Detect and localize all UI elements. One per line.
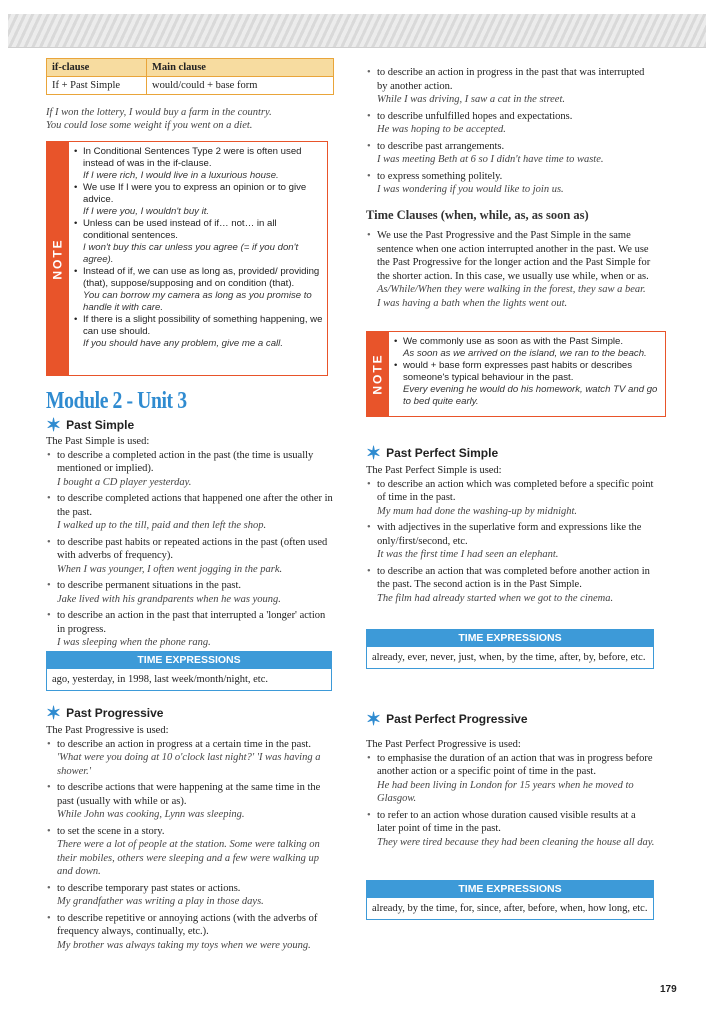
past-progressive-continued-list <box>366 66 656 200</box>
star-icon: ✶ <box>366 709 382 729</box>
time-expressions-text: already, by the time, for, since, after, before, when, how long, etc. <box>372 903 648 914</box>
past-perfect-progressive-list <box>366 738 656 852</box>
intro: The Past Perfect Simple is used: <box>366 465 502 476</box>
section-heading-past-progressive: ✶ Past Progressive <box>46 703 164 723</box>
list-item: • Instead of if, we can use as long as, provided/ providing (that), suppose/supposing and on condition (that). You can borrow my camera as long as you promise to handle it with care. <box>73 266 323 314</box>
list-item: • with adjectives in the superlative form and expressions like the only/first/second, etc. It was the first time I had seen an elephant. <box>366 521 656 562</box>
list-item: • We use the Past Progressive and the Past Simple in the same sentence when one action interrupted another in the past. We use the Past Progressive for the longer action and the Past Simple for the shorter action. In this case, we usually use while, when or as. As/While/When they were walking in the forest, they saw a bear. I was having a bath when the lights went out. <box>366 229 656 310</box>
past-progressive-list <box>46 724 334 955</box>
time-expressions-label: TIME EXPRESSIONS <box>47 652 331 669</box>
list-item: • to describe unfulfilled hopes and expectations. He was hoping to be accepted. <box>366 110 656 137</box>
list-item: • Unless can be used instead of if… not… in all conditional sentences. I won't buy this car unless you agree (= if you don't agree). <box>73 218 323 266</box>
star-icon: ✶ <box>366 443 382 463</box>
list-item: • If there is a slight possibility of something happening, we can use should. If you should have any problem, give me a call. <box>73 314 323 350</box>
table-header: if-clause <box>47 59 147 77</box>
intro: The Past Simple is used: <box>46 436 150 447</box>
list-item: • We commonly use as soon as with the Past Simple. As soon as we arrived on the island, we ran to the beach. <box>393 336 661 360</box>
list-item: • to set the scene in a story. There were a lot of people at the station. Some were talking on their mobiles, others were sleeping and a few were walking up and down. <box>46 825 334 879</box>
list-item: • to describe actions that were happening at the same time in the past (usually with while or as). While John was cooking, Lynn was sleeping. <box>46 781 334 822</box>
intro: The Past Perfect Progressive is used: <box>366 739 521 750</box>
note-box-conditionals <box>46 141 328 376</box>
list-item: • In Conditional Sentences Type 2 were is often used instead of was in the if-clause. If I were rich, I would live in a luxurious house. <box>73 146 323 182</box>
list-item: • We use If I were you to express an opinion or to give advice. If I were you, I wouldn't buy it. <box>73 182 323 218</box>
list-item: • to describe past habits or repeated actions in the past (often used with adverbs of frequency). When I was younger, I often went jogging in the park. <box>46 536 334 577</box>
list-item: • to describe completed actions that happened one after the other in the past. I walked up to the till, paid and then left the shop. <box>46 492 334 533</box>
example-line: If I won the lottery, I would buy a farm in the country. <box>46 107 272 118</box>
page-number: 179 <box>660 984 677 995</box>
list-item: • to describe a completed action in the past (the time is usually mentioned or implied). I bought a CD player yesterday. <box>46 449 334 490</box>
conditional-table <box>46 58 334 95</box>
list-item: • to describe an action in progress at a certain time in the past. 'What were you doing at 10 o'clock last night?' 'I was having a shower.' <box>46 738 334 779</box>
list-item: • to describe an action that was completed before another action in the past. The second action is in the Past Simple. The film had already started when we got to the cinema. <box>366 565 656 606</box>
list-item: • to emphasise the duration of an action that was in progress before another action or a specific point of time in the past. He had been living in London for 15 years when he moved to Glasgow. <box>366 752 656 806</box>
time-clauses-text <box>366 229 656 313</box>
table-examples <box>46 106 336 132</box>
list-item: • to describe temporary past states or actions. My grandfather was writing a play in those days. <box>46 882 334 909</box>
section-heading-past-simple: ✶ Past Simple <box>46 415 135 435</box>
time-expressions-box <box>366 629 654 669</box>
time-expressions-box <box>46 651 332 691</box>
table-cell: would/could + base form <box>147 77 334 95</box>
list-item: • to express something politely. I was wondering if you would like to join us. <box>366 170 656 197</box>
section-heading-past-perfect-simple: ✶ Past Perfect Simple <box>366 443 499 463</box>
time-expressions-text: already, ever, never, just, when, by the time, after, by, before, etc. <box>372 652 646 663</box>
example-line: You could lose some weight if you went on a diet. <box>46 120 253 131</box>
time-expressions-box <box>366 880 654 920</box>
note-box-as-soon-as <box>366 331 666 417</box>
list-item: • would + base form expresses past habits or describes someone's typical behaviour in the past. Every evening he would do his homework, watch TV and go to bed quite early. <box>393 360 661 408</box>
list-item: • to describe permanent situations in the past. Jake lived with his grandparents when he was young. <box>46 579 334 606</box>
note-tab: NOTE <box>367 332 389 416</box>
list-item: • to describe an action in the past that interrupted a 'longer' action in progress. I was sleeping when the phone rang. <box>46 609 334 650</box>
module-title: Module 2 - Unit 3 <box>46 388 187 414</box>
past-perfect-simple-list <box>366 464 656 608</box>
table-cell: If + Past Simple <box>47 77 147 95</box>
list-item: • to describe past arrangements. I was meeting Beth at 6 so I didn't have time to waste. <box>366 140 656 167</box>
star-icon: ✶ <box>46 703 62 723</box>
time-expressions-label: TIME EXPRESSIONS <box>367 630 653 647</box>
list-item: • to refer to an action whose duration caused visible results at a later point of time in the past. They were tired because they had been cleaning the house all day. <box>366 809 656 850</box>
list-item: • to describe repetitive or annoying actions (with the adverbs of frequency always, continually, etc.). My brother was always taking my toys when we were young. <box>46 912 334 953</box>
section-heading-time-clauses: Time Clauses (when, while, as, as soon as) <box>366 208 589 222</box>
time-expressions-label: TIME EXPRESSIONS <box>367 881 653 898</box>
list-item: • to describe an action which was completed before a specific point of time in the past. My mum had done the washing-up by midnight. <box>366 478 656 519</box>
table-header: Main clause <box>147 59 334 77</box>
intro: The Past Progressive is used: <box>46 725 169 736</box>
star-icon: ✶ <box>46 415 62 435</box>
note-tab: NOTE <box>47 142 69 375</box>
section-heading-past-perfect-progressive: ✶ Past Perfect Progressive <box>366 709 528 729</box>
list-item: • to describe an action in progress in the past that was interrupted by another action. While I was driving, I saw a cat in the street. <box>366 66 656 107</box>
header-banner <box>8 14 706 48</box>
past-simple-list <box>46 435 334 653</box>
time-expressions-text: ago, yesterday, in 1998, last week/month/night, etc. <box>52 674 268 685</box>
